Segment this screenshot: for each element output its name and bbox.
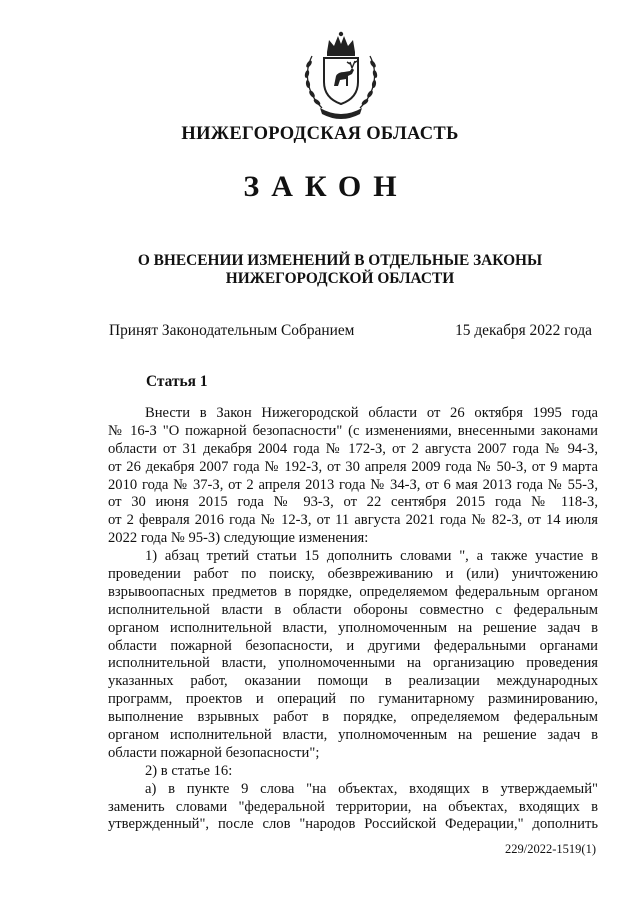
document-number: 229/2022-1519(1) [505, 842, 596, 856]
body-line: 2010 года № 37-З, от 2 апреля 2013 года № 34-З, от 6 мая 2013 года № 55-З, [108, 476, 598, 493]
body-line: 2) в статье 16: [145, 762, 233, 779]
body-line: № 16-З "О пожарной безопасности" (с изменениями, внесенными законами [108, 422, 598, 439]
body-line: исполнительной власти, уполномоченными на организацию проведения [108, 655, 598, 672]
body-line: 2022 года № 95-З) следующие изменения: [108, 530, 369, 547]
body-line: а) в пункте 9 слова "на объектах, входящих в утверждаемый" [145, 780, 598, 797]
body-line: выполнение взрывных работ в порядке, определяемом федеральным [108, 709, 598, 726]
body-line: программ, проектов и операций по гуманитарному разминированию, [108, 691, 598, 708]
body-line: исполнительной власти в области обороны совместно с федеральным [108, 601, 598, 618]
body-line: Внести в Закон Нижегородской области от 26 октября 1995 года [145, 405, 598, 421]
document-type: ЗАКОН [243, 170, 409, 203]
body-line: области пожарной безопасности, и другими федеральными органами [108, 637, 598, 654]
body-line: указанных работ, оказании помощи в реализации международных [108, 673, 598, 690]
body-line: области пожарной безопасности"; [108, 744, 320, 761]
body-line: от 30 июня 2015 года № 93-З, от 22 сентября 2015 года № 118-З, [108, 494, 598, 511]
body-line: от 2 февраля 2016 года № 12-З, от 11 августа 2021 года № 82-З, от 14 июля [108, 512, 598, 529]
article-heading: Статья 1 [146, 373, 208, 390]
body-line: органом исполнительной власти, уполномоченным на решение задач в [108, 619, 598, 636]
article-body [108, 405, 598, 834]
region-name: НИЖЕГОРОДСКАЯ ОБЛАСТЬ [181, 124, 459, 144]
body-line: заменить словами "федеральной территории, на объектах, входящих в [108, 798, 598, 815]
adoption-label: Принят Законодательным Собранием [109, 322, 355, 339]
body-line: 1) абзац третий статьи 15 дополнить словами ", а также участие в [145, 548, 598, 565]
body-line: от 26 декабря 2007 года № 192-З, от 30 апреля 2009 года № 50-З, от 9 марта [108, 458, 598, 475]
body-line: утвержденный", после слов "народов Российской Федерации," дополнить [108, 816, 598, 833]
law-title [120, 252, 560, 288]
body-line: области от 31 декабря 2004 года № 172-З, от 2 августа 2007 года № 94-З, [108, 440, 598, 457]
law-title-line: НИЖЕГОРОДСКОЙ ОБЛАСТИ [225, 270, 455, 287]
law-title-line: О ВНЕСЕНИИ ИЗМЕНЕНИЙ В ОТДЕЛЬНЫЕ ЗАКОНЫ [137, 252, 543, 269]
body-line: проведении работ по поиску, обезвреживанию и (или) уничтожению [108, 566, 598, 583]
coat-of-arms-icon [298, 30, 384, 120]
adoption-date: 15 декабря 2022 года [455, 322, 592, 339]
body-line: органом исполнительной власти, уполномоченным на решение задач в [108, 727, 598, 744]
body-line: взрывоопасных предметов в порядке, определяемом федеральным органом [108, 583, 598, 600]
